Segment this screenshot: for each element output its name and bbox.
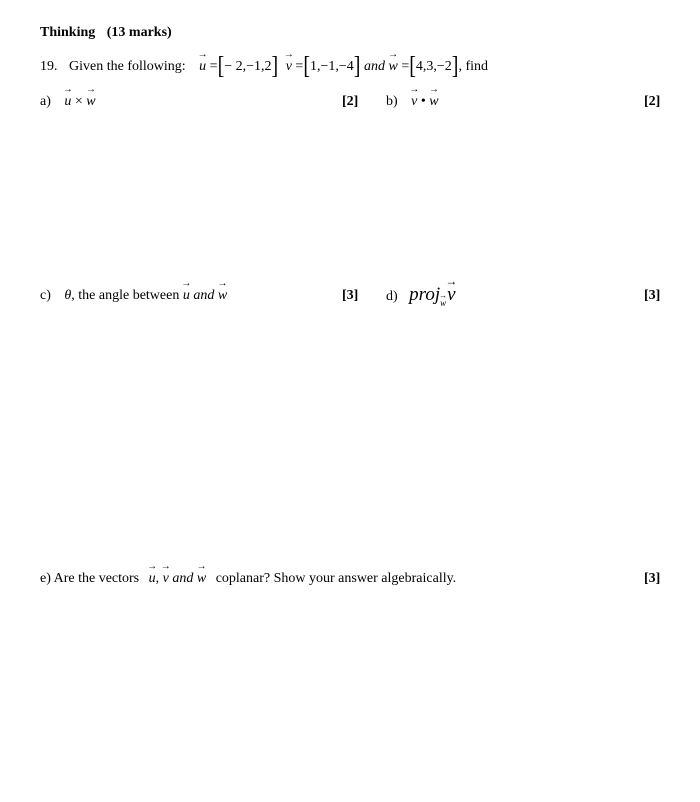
vector-u-components: − 2,−1,2 xyxy=(224,59,272,74)
part-d-marks: [3] xyxy=(644,288,661,303)
projection-expression xyxy=(409,274,458,308)
find-text: , find xyxy=(458,59,489,74)
and-word: and xyxy=(172,571,194,586)
vector-w-symbol: w xyxy=(86,94,96,109)
vector-w-components: 4,3,−2 xyxy=(415,59,452,74)
question-number: 19. xyxy=(40,59,58,74)
part-e-label: e) Are the vectors xyxy=(40,571,140,586)
vector-arrow-icon: → xyxy=(428,84,439,95)
vector-u-symbol: u xyxy=(148,571,156,586)
vector-arrow-icon: → xyxy=(147,561,158,572)
vector-arrow-icon: → xyxy=(181,278,192,289)
vector-arrow-icon: → xyxy=(439,291,448,300)
vector-v-symbol: v xyxy=(162,571,169,586)
vector-u-symbol: u xyxy=(64,94,72,109)
vector-arrow-icon: → xyxy=(445,274,458,288)
vector-v-symbol: v xyxy=(411,94,418,109)
part-d-label: d) xyxy=(386,289,398,304)
vector-arrow-icon: → xyxy=(197,49,208,60)
question-intro: Given the following: xyxy=(69,59,186,74)
vector-arrow-icon: → xyxy=(217,278,228,289)
vector-v-components: 1,−1,−4 xyxy=(310,59,354,74)
part-c-label: c) xyxy=(40,288,51,303)
vector-u-symbol: u xyxy=(182,288,190,303)
section-marks: (13 marks) xyxy=(106,25,172,40)
part-b xyxy=(386,84,439,110)
part-e-marks: [3] xyxy=(644,571,661,586)
vector-w-definition: → w =[4,3,−2] xyxy=(388,49,459,80)
dot-product-sign: • xyxy=(420,94,426,109)
and-word: and xyxy=(363,59,385,74)
vector-arrow-icon: → xyxy=(409,84,420,95)
vector-arrow-icon: → xyxy=(388,49,399,60)
section-title: Thinking xyxy=(40,25,96,40)
equals-sign: = xyxy=(295,59,304,74)
proj-subscript-w: → w xyxy=(439,291,448,308)
part-a-marks: [2] xyxy=(342,94,359,109)
vector-w-symbol: w xyxy=(196,571,207,586)
equals-sign: = xyxy=(209,59,218,74)
vector-w-symbol: w xyxy=(429,94,439,109)
section-heading xyxy=(40,25,172,41)
proj-text: proj xyxy=(409,284,441,305)
part-c xyxy=(40,278,228,304)
vector-v-symbol: v xyxy=(447,284,456,305)
vector-u-symbol: u xyxy=(199,59,207,74)
part-a xyxy=(40,84,96,110)
vector-arrow-icon: → xyxy=(62,84,73,95)
equals-sign: = xyxy=(401,59,410,74)
vector-arrow-icon: → xyxy=(160,561,171,572)
cross-product-sign: × xyxy=(74,94,83,109)
and-word: and xyxy=(193,288,215,303)
part-b-marks: [2] xyxy=(644,94,661,109)
part-d xyxy=(386,274,458,308)
vector-arrow-icon: → xyxy=(196,561,207,572)
part-b-label: b) xyxy=(386,94,398,109)
part-c-marks: [3] xyxy=(342,288,359,303)
vector-w-symbol: w xyxy=(217,288,228,303)
vector-v-definition: → v =[1,−1,−4] xyxy=(283,49,361,80)
vector-arrow-icon: → xyxy=(283,49,294,60)
vector-w-symbol: w xyxy=(388,59,398,74)
question-stem xyxy=(40,49,489,80)
part-e-text: coplanar? Show your answer algebraically. xyxy=(215,571,457,586)
part-e: e) Are the vectors → u, → v and → w coplanar? Show your answer algebraically. xyxy=(40,561,457,586)
vector-u-definition: → u =[− 2,−1,2] xyxy=(197,49,279,80)
part-c-text: , the angle between xyxy=(71,288,180,303)
theta-symbol: θ xyxy=(64,288,72,303)
vector-arrow-icon: → xyxy=(85,84,96,95)
vector-v-symbol: v xyxy=(285,59,292,74)
part-a-label: a) xyxy=(40,94,51,109)
